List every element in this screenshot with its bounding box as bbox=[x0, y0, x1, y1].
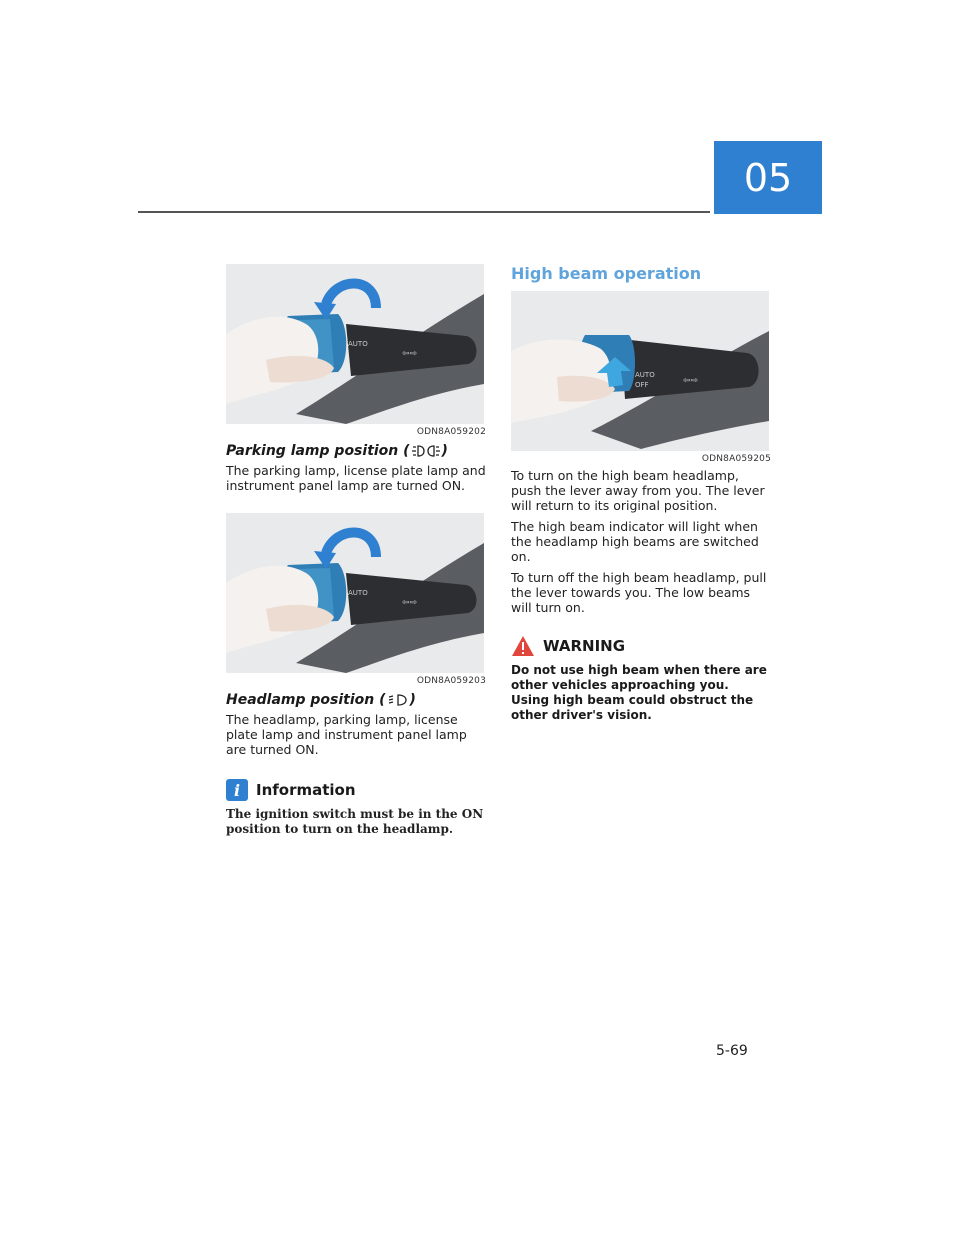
high-beam-paragraph-1: To turn on the high beam headlamp, push the lever away from you. The lever will return to its original position. bbox=[511, 468, 765, 513]
high-beam-paragraph-3: To turn off the high beam headlamp, pull the lever towards you. The low beams will turn on. bbox=[511, 570, 767, 615]
parking-lamp-icon bbox=[412, 444, 440, 458]
headlamp-heading-close: ) bbox=[409, 692, 416, 708]
warning-title: WARNING bbox=[543, 637, 626, 655]
section-title: High beam operation bbox=[511, 264, 702, 283]
figure-headlamp bbox=[226, 513, 484, 673]
header-rule bbox=[138, 211, 710, 213]
svg-text:⇦⇨: ⇦⇨ bbox=[402, 349, 418, 359]
information-text: The ignition switch must be in the ON position to turn on the headlamp. bbox=[226, 807, 484, 836]
right-column bbox=[511, 264, 771, 723]
svg-text:⇦⇨: ⇦⇨ bbox=[683, 376, 699, 386]
figure-parking-lamp bbox=[226, 264, 484, 424]
left-column bbox=[226, 264, 486, 837]
headlamp-heading bbox=[226, 692, 486, 708]
headlamp-text: The headlamp, parking lamp, license plate lamp and instrument panel lamp are turned ON. bbox=[226, 712, 467, 757]
lever-label-auto: AUTO bbox=[348, 589, 368, 597]
information-heading bbox=[226, 779, 486, 801]
parking-heading-text: Parking lamp position ( bbox=[226, 443, 410, 459]
figure-code: ODN8A059203 bbox=[416, 676, 486, 686]
parking-heading-close: ) bbox=[441, 443, 448, 459]
lever-illustration-2 bbox=[226, 513, 484, 673]
information-title: Information bbox=[256, 781, 356, 799]
svg-text:⇦⇨: ⇦⇨ bbox=[402, 598, 418, 608]
parking-lamp-text: The parking lamp, license plate lamp and instrument panel lamp are turned ON. bbox=[226, 463, 486, 493]
warning-heading bbox=[511, 635, 771, 657]
lever-label-auto: AUTO bbox=[635, 371, 655, 379]
lever-illustration-3 bbox=[511, 291, 769, 451]
figure-high-beam bbox=[511, 291, 769, 451]
headlamp-icon bbox=[388, 693, 408, 707]
headlamp-heading-text: Headlamp position ( bbox=[226, 692, 386, 708]
page-number: 5-69 bbox=[716, 1043, 748, 1059]
parking-lamp-heading bbox=[226, 443, 486, 459]
warning-icon bbox=[511, 635, 535, 657]
lever-illustration-1 bbox=[226, 264, 484, 424]
lever-label-auto: AUTO bbox=[348, 340, 368, 348]
lever-label-off: OFF bbox=[635, 381, 649, 389]
warning-text: Do not use high beam when there are other vehicles approaching you. Using high beam could obstruct the other driver's vision. bbox=[511, 663, 767, 722]
information-icon: i bbox=[226, 779, 248, 801]
chapter-tab: 05 bbox=[714, 141, 822, 214]
high-beam-paragraph-2: The high beam indicator will light when the headlamp high beams are switched on. bbox=[511, 519, 759, 564]
figure-code: ODN8A059205 bbox=[701, 454, 771, 464]
figure-code: ODN8A059202 bbox=[416, 427, 486, 437]
